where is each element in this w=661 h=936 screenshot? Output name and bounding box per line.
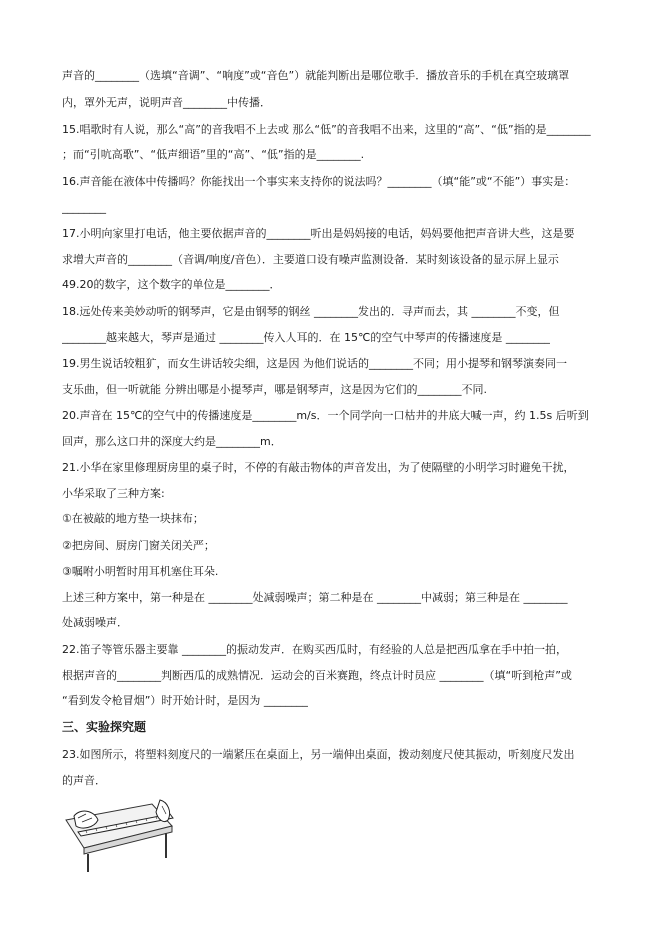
text-line: 内，罩外无声，说明声音________中传播．: [62, 96, 271, 109]
ruler-on-table-illustration: [64, 798, 174, 873]
text-line: 21.小华在家里修理厨房里的桌子时，不停的有敲击物体的声音发出，为了使隔壁的小明学习时避免干扰，: [62, 461, 575, 474]
text-line: 17.小明向家里打电话，他主要依据声音的________听出是妈妈接的电话，妈妈要他把声音讲大些，这是要: [62, 227, 575, 240]
text-line: ________: [62, 201, 106, 214]
question-23-line: 的声音．: [62, 774, 106, 787]
text-line: 16.声音能在液体中传播吗？你能找出一个事实来支持你的说法吗？________（填“能”或“不能”）事实是：: [62, 175, 576, 188]
text-line: 回声，那么这口井的深度大约是________m．: [62, 435, 282, 448]
text-line: ③嘱咐小明暂时用耳机塞住耳朵.: [62, 565, 219, 578]
text-line: 小华采取了三种方案:: [62, 487, 165, 500]
text-line: 22.笛子等管乐器主要靠 ________的振动发声．在购买西瓜时，有经验的人总是把西瓜拿在手中拍一拍，: [62, 643, 567, 656]
text-line: ②把房间、厨房门窗关闭关严；: [62, 539, 215, 552]
text-line: 声音的________（选填“音调”、“响度”或“音色”）就能判断出是哪位歌手．播放音乐的手机在真空玻璃罩: [62, 69, 570, 82]
text-line: 15.唱歌时有人说，那么“高”的音我唱不上去或 那么“低”的音我唱不出来，这里的“高”、“低”指的是________: [62, 123, 591, 136]
section-heading: 三、实验探究题: [62, 720, 147, 734]
text-line: 上述三种方案中，第一种是在 ________处减弱噪声；第二种是在 ________中减弱；第三种是在 ________: [62, 591, 568, 604]
text-line: 18.远处传来美妙动听的钢琴声，它是由钢琴的钢丝 ________发出的．寻声而去，其 ________不变，但: [62, 305, 560, 318]
text-line: 根据声音的________判断西瓜的成熟情况．运动会的百米赛跑，终点计时员应 ________（填“听到枪声”或: [62, 669, 572, 682]
text-line: ①在被敲的地方垫一块抹布；: [62, 512, 204, 525]
text-line: 处减弱噪声．: [62, 616, 128, 629]
text-line: ；而“引吭高歌”、“低声细语”里的“高”、“低”指的是________.: [62, 148, 365, 161]
question-23-line: 23.如图所示，将塑料刻度尺的一端紧压在桌面上，另一端伸出桌面，拨动刻度尺使其振动，听刻度尺发出: [62, 748, 575, 761]
text-line: “看到发令枪冒烟”）时开始计时，是因为 ________: [62, 694, 308, 707]
text-line: 20.声音在 15℃的空气中的传播速度是________m/s．一个同学向一口枯井的井底大喊一声，约 1.5s 后听到: [62, 409, 589, 422]
text-line: 19.男生说话较粗犷，而女生讲话较尖细，这是因 为他们说话的________不同；用小提琴和钢琴演奏同一: [62, 357, 567, 370]
text-line: 49.20的数字，这个数字的单位是________．: [62, 278, 281, 291]
text-line: 求增大声音的________（音调/响度/音色）．主要道口设有噪声监测设备．某时刻该设备的显示屏上显示: [62, 253, 559, 266]
text-line: 支乐曲，但一听就能 分辨出哪是小提琴声，哪是钢琴声，这是因为它们的________不同.: [62, 383, 487, 396]
text-line: ________越来越大，琴声是通过 ________传入人耳的．在 15℃的空气中琴声的传播速度是 ________: [62, 331, 550, 344]
